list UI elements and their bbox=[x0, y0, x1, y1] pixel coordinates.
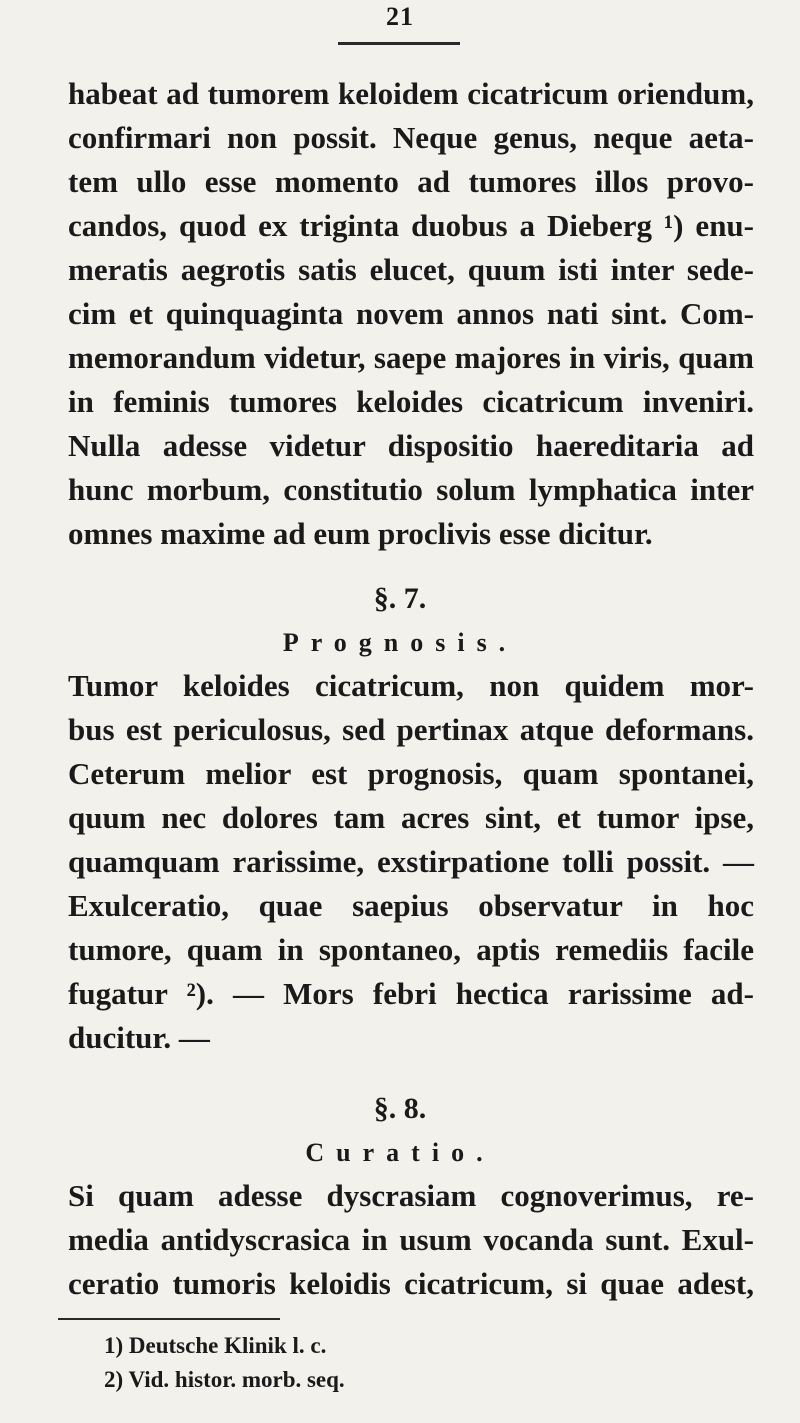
section-number: §. 8. bbox=[373, 1092, 427, 1125]
text-line: Nulla adesse videtur dispositio haereditaria ad bbox=[68, 428, 754, 463]
text-line: confirmari non possit. Neque genus, neque aeta- bbox=[68, 120, 754, 155]
text-line: cim et quinquaginta novem annos nati sint. Com- bbox=[68, 296, 754, 331]
text-line: Exulceratio, quae saepius observatur in hoc bbox=[68, 888, 754, 923]
text-line: omnes maxime ad eum proclivis esse dicitur. bbox=[68, 516, 653, 551]
footnote: 1) Deutsche Klinik l. c. bbox=[104, 1333, 327, 1358]
text-line: meratis aegrotis satis elucet, quum isti inter sede- bbox=[68, 252, 754, 287]
text-line: habeat ad tumorem keloidem cicatricum oriendum, bbox=[68, 76, 754, 111]
footnote-rule bbox=[58, 1318, 280, 1320]
text-line: candos, quod ex triginta duobus a Dieberg ¹) enu- bbox=[68, 208, 754, 243]
text-line: tumore, quam in spontaneo, aptis remediis facile bbox=[68, 932, 754, 967]
text-line: media antidyscrasica in usum vocanda sunt. Exul- bbox=[68, 1222, 754, 1257]
text-line: memorandum videtur, saepe majores in viris, quam bbox=[68, 340, 754, 375]
text-line: fugatur ²). — Mors febri hectica rarissime ad- bbox=[68, 976, 754, 1011]
text-line: ceratio tumoris keloidis cicatricum, si quae adest, bbox=[68, 1266, 754, 1301]
text-line: in feminis tumores keloides cicatricum inveniri. bbox=[68, 384, 754, 419]
text-line: tem ullo esse momento ad tumores illos provo- bbox=[68, 164, 754, 199]
text-line: Tumor keloides cicatricum, non quidem mor- bbox=[68, 668, 754, 703]
text-line: hunc morbum, constitutio solum lymphatica inter bbox=[68, 472, 754, 507]
text-line: quum nec dolores tam acres sint, et tumor ipse, bbox=[68, 800, 754, 835]
page-number: 21 bbox=[386, 2, 414, 31]
text-line: Si quam adesse dyscrasiam cognoverimus, re- bbox=[68, 1178, 754, 1213]
text-line: bus est periculosus, sed pertinax atque deformans. bbox=[68, 712, 754, 747]
text-line: Ceterum melior est prognosis, quam spontanei, bbox=[68, 756, 754, 791]
footnote: 2) Vid. histor. morb. seq. bbox=[104, 1367, 345, 1392]
section-title: Prognosis. bbox=[282, 628, 518, 657]
section-title: Curatio. bbox=[305, 1138, 495, 1167]
text-line: ducitur. — bbox=[68, 1020, 210, 1055]
header-rule bbox=[338, 42, 460, 45]
text-line: quamquam rarissime, exstirpatione tolli possit. — bbox=[68, 844, 754, 879]
section-number: §. 7. bbox=[373, 582, 427, 615]
